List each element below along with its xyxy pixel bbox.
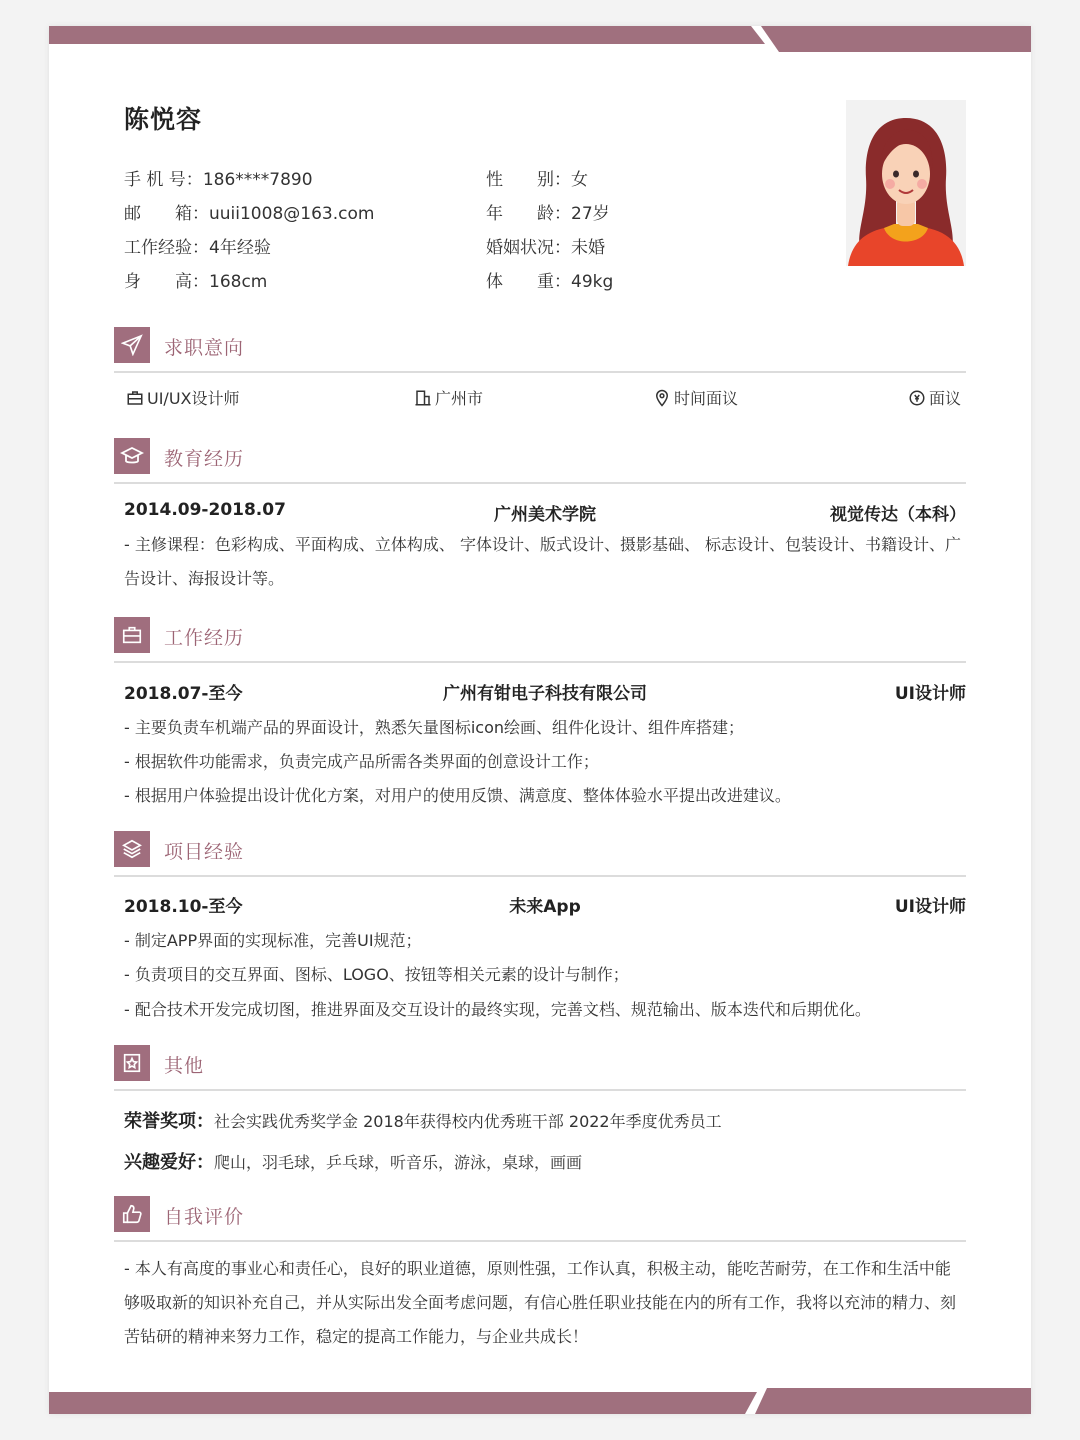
building-icon bbox=[414, 389, 432, 407]
section-education-title: 教育经历 bbox=[164, 448, 245, 470]
graduation-cap-icon bbox=[114, 438, 150, 474]
paper-plane-icon bbox=[114, 327, 150, 363]
candidate-name: 陈悦容 bbox=[124, 105, 203, 134]
project-bullet: - 负责项目的交互界面、图标、LOGO、按钮等相关元素的设计与制作； bbox=[124, 965, 629, 984]
experience-row bbox=[124, 233, 271, 258]
briefcase-icon bbox=[114, 617, 150, 653]
section-divider bbox=[114, 371, 966, 373]
location-pin-icon bbox=[653, 389, 671, 407]
section-education-header bbox=[114, 438, 966, 484]
section-divider bbox=[114, 1240, 966, 1242]
section-intent-title: 求职意向 bbox=[164, 337, 245, 359]
weight-row bbox=[486, 267, 613, 292]
honors-value: 社会实践优秀奖学金 2018年获得校内优秀班干部 2022年季度优秀员工 bbox=[214, 1112, 722, 1131]
section-self-eval-title: 自我评价 bbox=[164, 1206, 245, 1228]
marital-row bbox=[486, 233, 605, 258]
yen-coin-icon bbox=[908, 389, 926, 407]
top-decor-band bbox=[49, 26, 1031, 52]
education-period: 2014.09-2018.07 bbox=[124, 500, 286, 520]
intent-time-text: 时间面议 bbox=[674, 389, 739, 408]
intent-salary bbox=[908, 386, 961, 409]
project-role: UI设计师 bbox=[894, 897, 966, 917]
education-school: 广州美术学院 bbox=[494, 505, 596, 525]
top-band-shape bbox=[49, 26, 1031, 52]
section-divider bbox=[114, 875, 966, 877]
section-other-title: 其他 bbox=[164, 1055, 205, 1077]
age-label: 年 龄： bbox=[486, 204, 571, 224]
gender-label: 性 别： bbox=[486, 170, 571, 190]
bottom-band-shape bbox=[49, 1388, 1031, 1414]
hobbies-value: 爬山，羽毛球，乒乓球，听音乐，游泳，桌球，画画 bbox=[214, 1153, 583, 1172]
honors-label: 荣誉奖项： bbox=[124, 1111, 214, 1132]
project-bullet: - 配合技术开发完成切图，推进界面及交互设计的最终实现，完善文档、规范输出、版本迭代和后期优化。 bbox=[124, 1000, 871, 1019]
project-name: 未来App bbox=[509, 897, 581, 917]
education-description: - 主修课程：色彩构成、平面构成、立体构成、 字体设计、版式设计、摄影基础、 标志设计、包装设计、书籍设计、广告设计、海报设计等。 bbox=[124, 535, 962, 588]
section-work-title: 工作经历 bbox=[164, 627, 245, 649]
layers-icon bbox=[114, 831, 150, 867]
hobbies-label: 兴趣爱好： bbox=[124, 1152, 214, 1173]
self-eval-text: - 本人有高度的事业心和责任心，良好的职业道德，原则性强，工作认真，积极主动，能吃苦耐劳，在工作和生活中能够吸取新的知识补充自己，并从实际出发全面考虑问题，有信心胜任职业技能在内的所有工作，我将以充沛的精力、刻苦钻研的精神来努力工作，稳定的提高工作能力，与企业共成长！ bbox=[124, 1259, 957, 1346]
section-intent-header bbox=[114, 327, 966, 373]
section-divider bbox=[114, 1089, 966, 1091]
gender-row bbox=[486, 165, 588, 190]
intent-position bbox=[126, 386, 240, 409]
intent-salary-text: 面议 bbox=[929, 389, 962, 408]
briefcase-icon bbox=[126, 389, 144, 407]
project-period: 2018.10-至今 bbox=[124, 897, 243, 917]
avatar-illustration bbox=[846, 100, 966, 266]
avatar bbox=[846, 100, 966, 266]
section-project-header bbox=[114, 831, 966, 877]
experience-value: 4年经验 bbox=[209, 238, 271, 258]
age-value: 27岁 bbox=[571, 204, 610, 224]
gender-value: 女 bbox=[571, 170, 588, 190]
email-label: 邮 箱： bbox=[124, 204, 209, 224]
section-divider bbox=[114, 482, 966, 484]
email-value: uuii1008@163.com bbox=[209, 204, 375, 224]
marital-value: 未婚 bbox=[571, 238, 605, 258]
height-label: 身 高： bbox=[124, 272, 209, 292]
intent-city bbox=[414, 386, 483, 409]
email-row bbox=[124, 199, 374, 224]
section-project-title: 项目经验 bbox=[164, 841, 245, 863]
bottom-decor-band bbox=[49, 1388, 1031, 1414]
work-bullet: - 根据软件功能需求，负责完成产品所需各类界面的创意设计工作； bbox=[124, 752, 599, 771]
age-row bbox=[486, 199, 610, 224]
work-period: 2018.07-至今 bbox=[124, 684, 243, 704]
hobbies-row bbox=[124, 1148, 582, 1174]
section-other-header bbox=[114, 1045, 966, 1091]
intent-position-text: UI/UX设计师 bbox=[147, 389, 240, 408]
section-self-eval-header bbox=[114, 1196, 966, 1242]
project-bullet: - 制定APP界面的实现标准，完善UI规范； bbox=[124, 931, 422, 950]
education-major: 视觉传达（本科） bbox=[830, 505, 966, 525]
height-row bbox=[124, 267, 267, 292]
phone-value: 186****7890 bbox=[202, 170, 313, 190]
weight-value: 49kg bbox=[571, 272, 614, 292]
phone-label: 手 机 号： bbox=[124, 170, 203, 190]
thumbs-up-icon bbox=[114, 1196, 150, 1232]
honors-row bbox=[124, 1107, 722, 1133]
phone-row bbox=[124, 165, 313, 190]
section-work-header bbox=[114, 617, 966, 663]
work-company: 广州有钳电子科技有限公司 bbox=[443, 684, 647, 704]
experience-label: 工作经验： bbox=[124, 238, 209, 258]
intent-time bbox=[653, 386, 738, 409]
height-value: 168cm bbox=[209, 272, 268, 292]
work-bullet: - 根据用户体验提出设计优化方案，对用户的使用反馈、满意度、整体体验水平提出改进建议。 bbox=[124, 786, 791, 805]
section-divider bbox=[114, 661, 966, 663]
intent-city-text: 广州市 bbox=[435, 389, 484, 408]
work-bullet: - 主要负责车机端产品的界面设计，熟悉矢量图标icon绘画、组件化设计、组件库搭建； bbox=[124, 718, 745, 737]
weight-label: 体 重： bbox=[486, 272, 571, 292]
marital-label: 婚姻状况： bbox=[486, 238, 571, 258]
work-position: UI设计师 bbox=[894, 684, 966, 704]
award-icon bbox=[114, 1045, 150, 1081]
resume-page bbox=[49, 26, 1031, 1414]
